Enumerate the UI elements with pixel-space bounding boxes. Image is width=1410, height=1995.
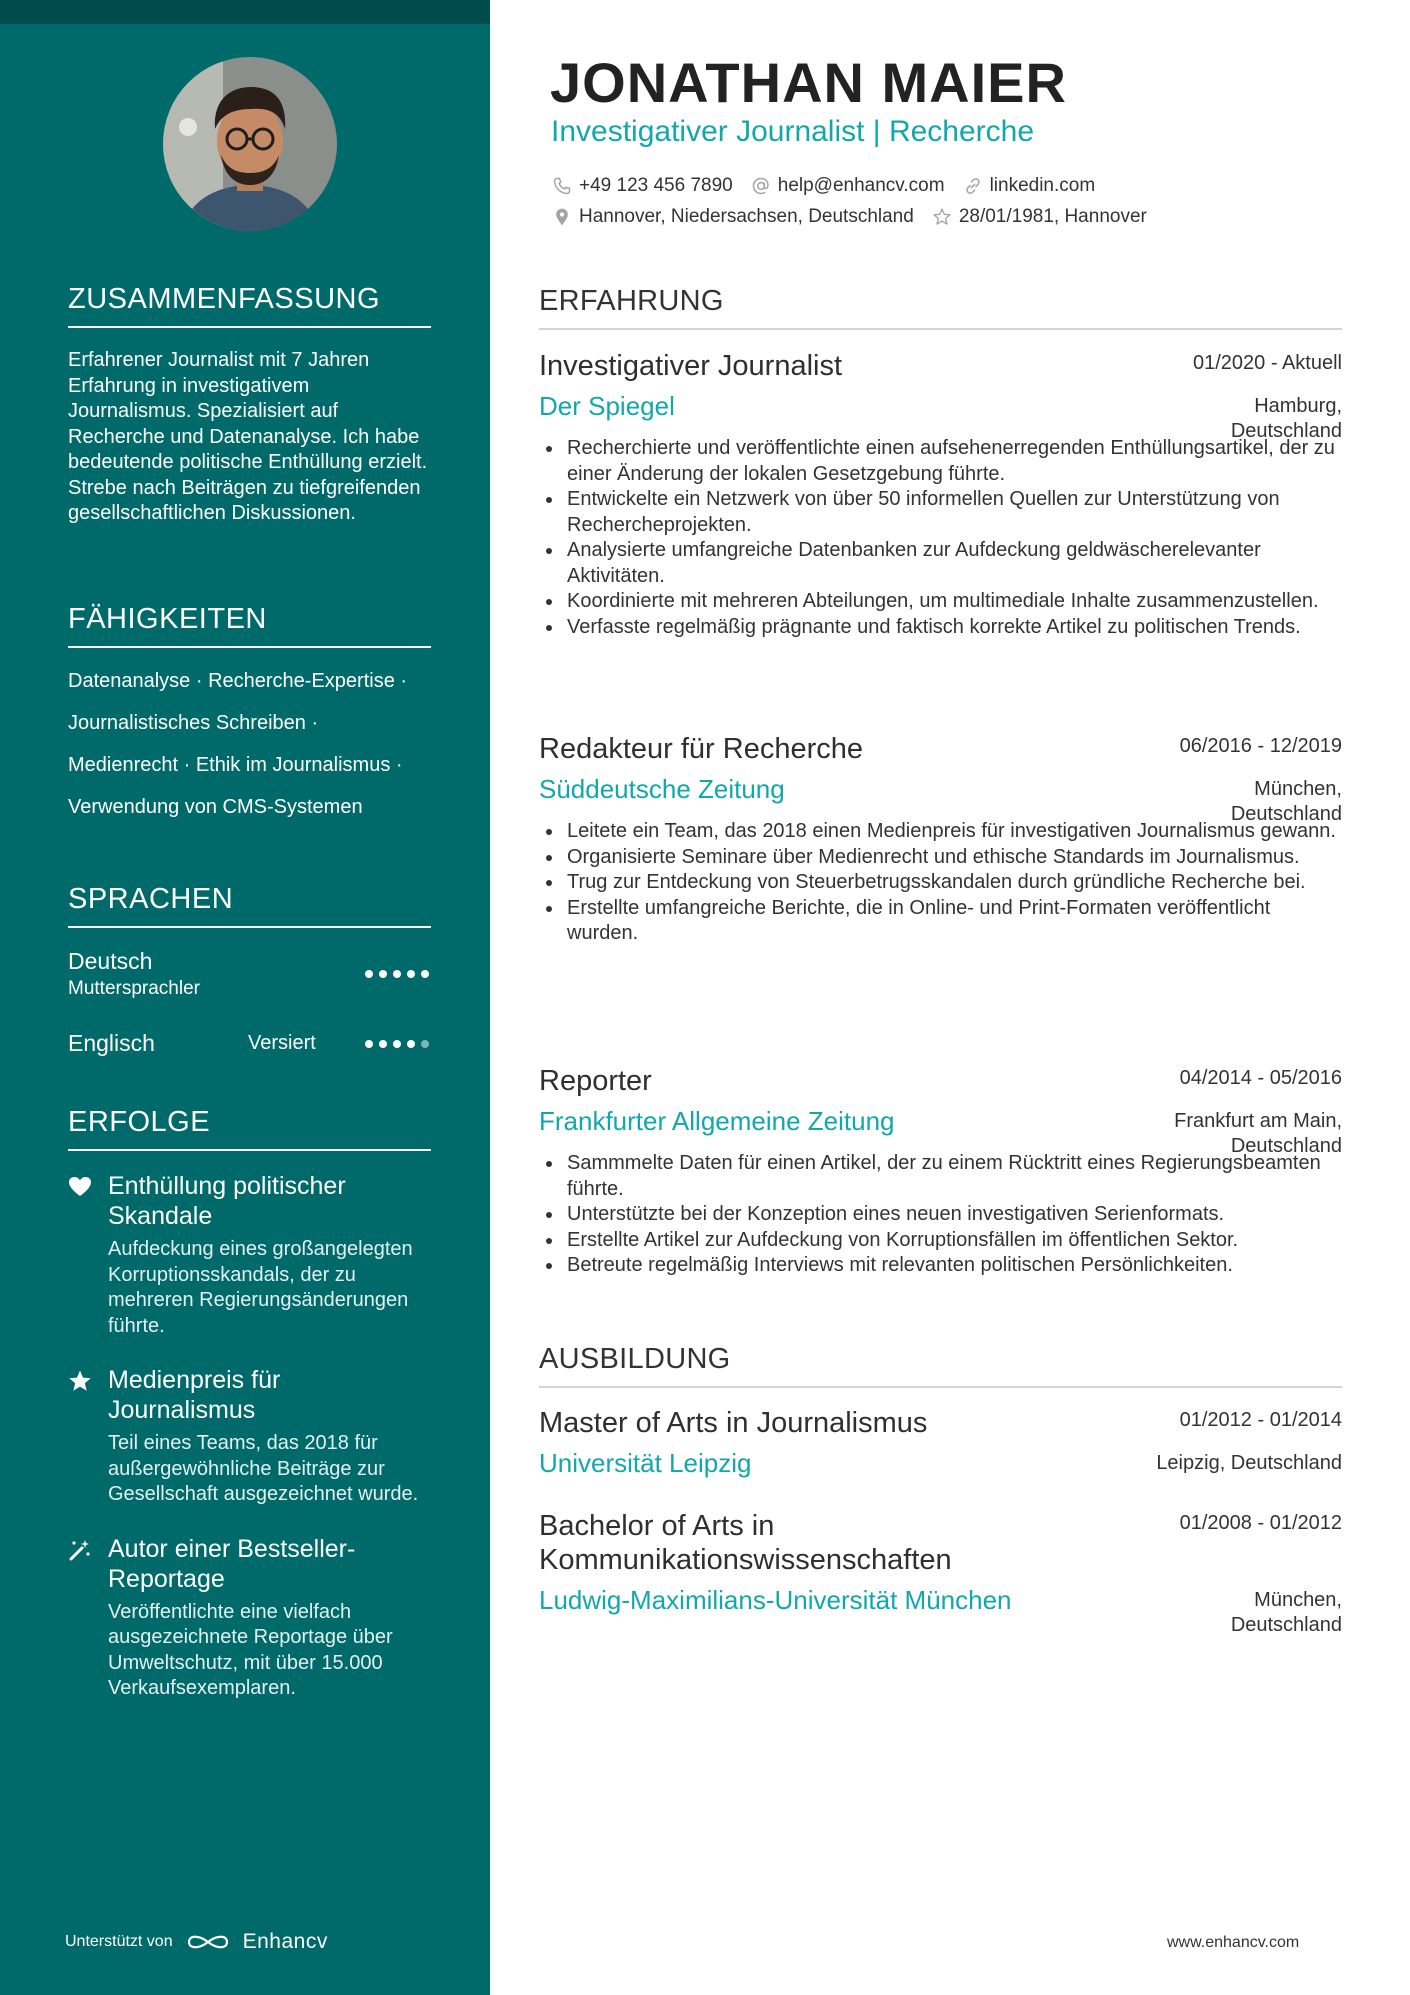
languages-section [68, 883, 431, 1100]
job-title: Investigativer Journalist [539, 350, 843, 382]
job-location-line: München, [1254, 778, 1342, 800]
skills-line: Medienrecht · Ethik im Journalismus · [68, 754, 403, 776]
job-title: Reporter [539, 1065, 652, 1097]
job-bullet: Sammmelte Daten für einen Artikel, der zu einem Rücktritt eines Regierungsbeamten führte. [539, 1151, 1342, 1202]
languages-heading: SPRACHEN [68, 883, 431, 928]
education-heading: AUSBILDUNG [539, 1343, 1342, 1388]
sidebar-top-bar [0, 0, 490, 24]
job-company: Süddeutsche Zeitung [539, 774, 785, 804]
star-icon [68, 1369, 92, 1393]
education-item [539, 1406, 1342, 1479]
education-date: 01/2012 - 01/2014 [1179, 1409, 1342, 1431]
job-date: 06/2016 - 12/2019 [1179, 735, 1342, 757]
school-name: Ludwig-Maximilians-Universität München [539, 1585, 1012, 1615]
school-name: Universität Leipzig [539, 1448, 752, 1478]
experience-item [539, 1064, 1342, 1279]
education-location-line: München, [1254, 1589, 1342, 1611]
contact-location [552, 206, 914, 228]
achievements-section [68, 1106, 431, 1728]
at-icon [751, 176, 771, 196]
education-location-line: Deutschland [1230, 1614, 1342, 1636]
language-proficiency: Muttersprachler [68, 978, 200, 999]
degree-title-line: Bachelor of Arts in [539, 1510, 775, 1542]
phone-icon [552, 176, 572, 196]
achievement-item [68, 1365, 431, 1508]
contact-info [552, 170, 1147, 232]
achievement-description: Teil eines Teams, das 2018 für außergewöhnliche Beiträge zur Gesellschaft ausgezeichnet wurde. [108, 1432, 419, 1505]
job-bullet: Trug zur Entdeckung von Steuerbetrugsskandalen durch gründliche Recherche bei. [539, 870, 1342, 896]
achievement-title: Enthüllung politischer Skandale [108, 1172, 346, 1230]
degree-title: Master of Arts in Journalismus [539, 1407, 928, 1439]
job-location-line: Deutschland [1230, 420, 1342, 442]
language-rating-dots [365, 1040, 429, 1048]
achievements-heading: ERFOLGE [68, 1106, 431, 1151]
candidate-name: JONATHAN MAIER [550, 51, 1067, 114]
linkedin-text: linkedin.com [989, 174, 1096, 196]
job-title: Redakteur für Recherche [539, 733, 863, 765]
job-bullet: Entwickelte ein Netzwerk von über 50 informellen Quellen zur Unterstützung von Rechercheprojekten. [539, 487, 1342, 538]
summary-heading: ZUSAMMENFASSUNG [68, 283, 431, 328]
footer-url[interactable]: www.enhancv.com [1167, 1934, 1300, 1951]
job-bullet: Betreute regelmäßig Interviews mit relevanten politischen Persönlichkeiten. [539, 1253, 1342, 1279]
job-bullet: Erstellte Artikel zur Aufdeckung von Korruptionsfällen im öffentlichen Sektor. [539, 1228, 1342, 1254]
language-proficiency: Versiert [248, 1032, 316, 1054]
skills-line: Journalistisches Schreiben · [68, 712, 319, 734]
education-location-line: Leipzig, Deutschland [1156, 1452, 1342, 1474]
job-date: 04/2014 - 05/2016 [1179, 1067, 1342, 1089]
skills-heading: FÄHIGKEITEN [68, 603, 431, 648]
job-bullet: Koordinierte mit mehreren Abteilungen, um multimediale Inhalte zusammenzustellen. [539, 589, 1342, 615]
experience-item [539, 349, 1342, 640]
job-location-line: Deutschland [1230, 1135, 1342, 1157]
job-location-line: Hamburg, [1254, 395, 1342, 417]
experience-item [539, 732, 1342, 947]
contact-phone[interactable] [552, 175, 733, 197]
achievement-item [68, 1534, 431, 1702]
contact-email[interactable] [751, 175, 945, 197]
language-name: Englisch [68, 1030, 155, 1056]
job-bullet: Recherchierte und veröffentlichte einen aufsehenerregenden Enthüllungsartikel, der zu einer Änderung der lokalen Gesetzgebung führte. [539, 436, 1342, 487]
experience-heading: ERFAHRUNG [539, 285, 1342, 330]
wand-icon [68, 1538, 92, 1562]
contact-birth [932, 206, 1147, 228]
education-item [539, 1509, 1342, 1636]
job-bullet: Erstellte umfangreiche Berichte, die in Online- und Print-Formaten veröffentlicht wurden. [539, 896, 1342, 947]
job-bullets [539, 819, 1342, 947]
candidate-title: Investigativer Journalist | Recherche [551, 115, 1035, 148]
job-bullets [539, 436, 1342, 640]
job-company: Der Spiegel [539, 391, 675, 421]
location-text: Hannover, Niedersachsen, Deutschland [579, 205, 914, 227]
job-bullets [539, 1151, 1342, 1279]
skills-section [68, 603, 431, 828]
job-location-line: Frankfurt am Main, [1174, 1110, 1342, 1132]
job-bullet: Verfasste regelmäßig prägnante und faktisch korrekte Artikel zu politischen Trends. [539, 615, 1342, 641]
education-location [1156, 1451, 1342, 1476]
language-row [68, 1030, 431, 1100]
job-bullet: Organisierte Seminare über Medienrecht und ethische Standards im Journalismus. [539, 845, 1342, 871]
birth-text: 28/01/1981, Hannover [958, 205, 1147, 227]
powered-by-label: Unterstützt von [65, 1933, 173, 1950]
skills-line: Datenanalyse · Recherche-Expertise · [68, 670, 408, 692]
link-icon [963, 176, 983, 196]
profile-photo [163, 57, 337, 231]
degree-title-line: Kommunikationswissenschaften [539, 1544, 952, 1576]
language-row [68, 948, 431, 1030]
location-pin-icon [552, 207, 572, 227]
phone-text: +49 123 456 7890 [579, 174, 733, 196]
enhancv-brand[interactable]: Enhancv [242, 1930, 328, 1953]
job-location-line: Deutschland [1230, 803, 1342, 825]
powered-by [65, 1930, 328, 1954]
job-bullet: Analysierte umfangreiche Datenbanken zur Aufdeckung geldwäscherelevanter Aktivitäten. [539, 538, 1342, 589]
star-outline-icon [932, 207, 952, 227]
education-location [1231, 1588, 1342, 1638]
achievement-title: Medienpreis für Journalismus [108, 1366, 281, 1424]
job-company: Frankfurter Allgemeine Zeitung [539, 1106, 895, 1136]
job-bullet: Unterstützte bei der Konzeption eines neuen investigativen Serienformats. [539, 1202, 1342, 1228]
achievement-item [68, 1171, 431, 1339]
achievement-description: Aufdeckung eines großangelegten Korruptionsskandals, der zu mehreren Regierungsänderungen führte. [108, 1238, 413, 1337]
achievement-title: Autor einer Bestseller-Reportage [108, 1534, 356, 1593]
email-text: help@enhancv.com [777, 174, 945, 196]
summary-section [68, 283, 431, 527]
enhancv-logo-icon [185, 1931, 231, 1953]
contact-linkedin[interactable] [963, 175, 1096, 197]
job-date: 01/2020 - Aktuell [1193, 352, 1342, 374]
skills-line: Verwendung von CMS-Systemen [68, 796, 363, 818]
sidebar [0, 0, 490, 1995]
language-name: Deutsch [68, 948, 153, 974]
summary-text: Erfahrener Journalist mit 7 Jahren Erfahrung in investigativem Journalismus. Spezialisiert auf Recherche und Datenanalyse. Ich habe bedeutende politische Enthüllung erzielt. Strebe nach Beiträgen zu tiefgreifenden gesellschaftlichen Diskussionen. [68, 349, 428, 524]
job-bullet: Leitete ein Team, das 2018 einen Medienpreis für investigativen Journalismus gewann. [539, 819, 1342, 845]
achievement-description: Veröffentlichte eine vielfach ausgezeichnete Reportage über Umweltschutz, mit über 15.000 Verkaufsexemplaren. [108, 1600, 393, 1699]
education-date: 01/2008 - 01/2012 [1179, 1512, 1342, 1534]
language-rating-dots [365, 970, 429, 978]
heart-icon [68, 1175, 92, 1199]
